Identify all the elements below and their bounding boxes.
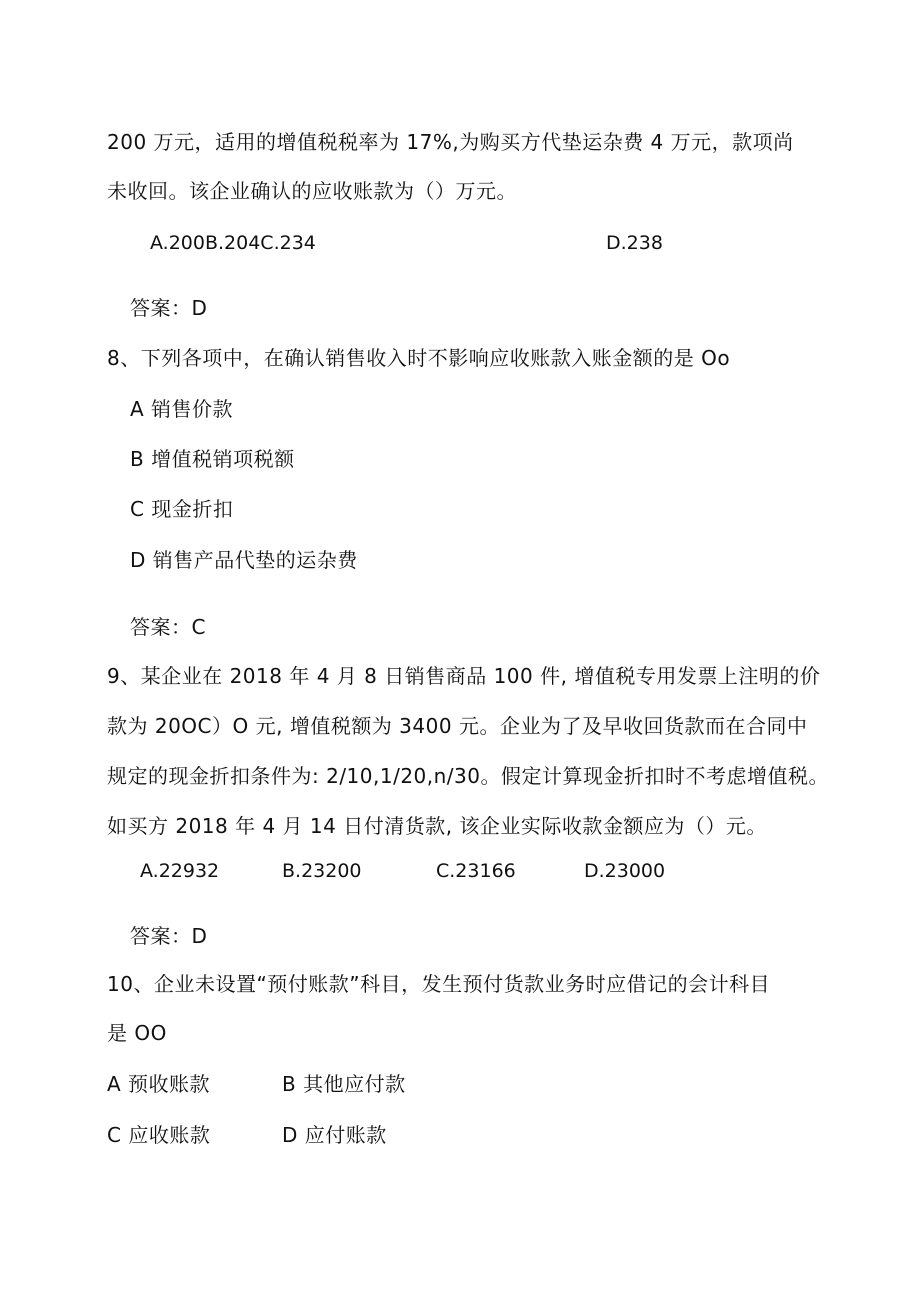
- q7-option-d: D.238: [606, 232, 663, 254]
- q8-option-c: C 现金折扣: [130, 497, 234, 521]
- q10-option-d: D 应付账款: [282, 1123, 387, 1147]
- q8-answer: 答案：C: [130, 615, 206, 639]
- q9-option-a: A.22932: [140, 860, 220, 882]
- q9-option-d: D.23000: [584, 860, 666, 882]
- q8-option-b: B 增值税销项税额: [130, 447, 295, 471]
- q10-stem-line-1: 10、企业未设置“预付账款”科目，发生预付货款业务时应借记的会计科目: [107, 972, 771, 996]
- q10-option-c: C 应收账款: [107, 1123, 211, 1147]
- q9-option-b: B.23200: [282, 860, 362, 882]
- q9-option-c: C.23166: [436, 860, 516, 882]
- q9-answer: 答案：D: [130, 924, 208, 948]
- q10-stem-line-2: 是 OO: [107, 1021, 167, 1045]
- q7-options-abc: A.200B.204C.234: [150, 232, 316, 254]
- q10-option-a: A 预收账款: [107, 1072, 211, 1096]
- q9-stem-line-1: 9、某企业在 2018 年 4 月 8 日销售商品 100 件, 增值税专用发票上注明的价: [107, 664, 821, 688]
- q8-option-d: D 销售产品代垫的运杂费: [130, 548, 358, 572]
- q9-stem-line-2: 款为 20OC）O 元, 增值税额为 3400 元。企业为了及早收回货款而在合同中: [107, 714, 808, 738]
- q7-stem-line-1: 200 万元，适用的增值税税率为 17%,为购买方代垫运杂费 4 万元，款项尚: [107, 130, 794, 154]
- q9-stem-line-3: 规定的现金折扣条件为: 2/10,1/20,n/30。假定计算现金折扣时不考虑增值税。: [107, 764, 829, 788]
- q7-answer: 答案：D: [130, 296, 208, 320]
- q8-stem: 8、下列各项中，在确认销售收入时不影响应收账款入账金额的是 Oo: [107, 346, 731, 370]
- q7-stem-line-2: 未收回。该企业确认的应收账款为（）万元。: [107, 179, 517, 203]
- q10-option-b: B 其他应付款: [282, 1072, 406, 1096]
- q9-stem-line-4: 如买方 2018 年 4 月 14 日付清货款, 该企业实际收款金额应为（）元。: [107, 814, 767, 838]
- q8-option-a: A 销售价款: [130, 397, 234, 421]
